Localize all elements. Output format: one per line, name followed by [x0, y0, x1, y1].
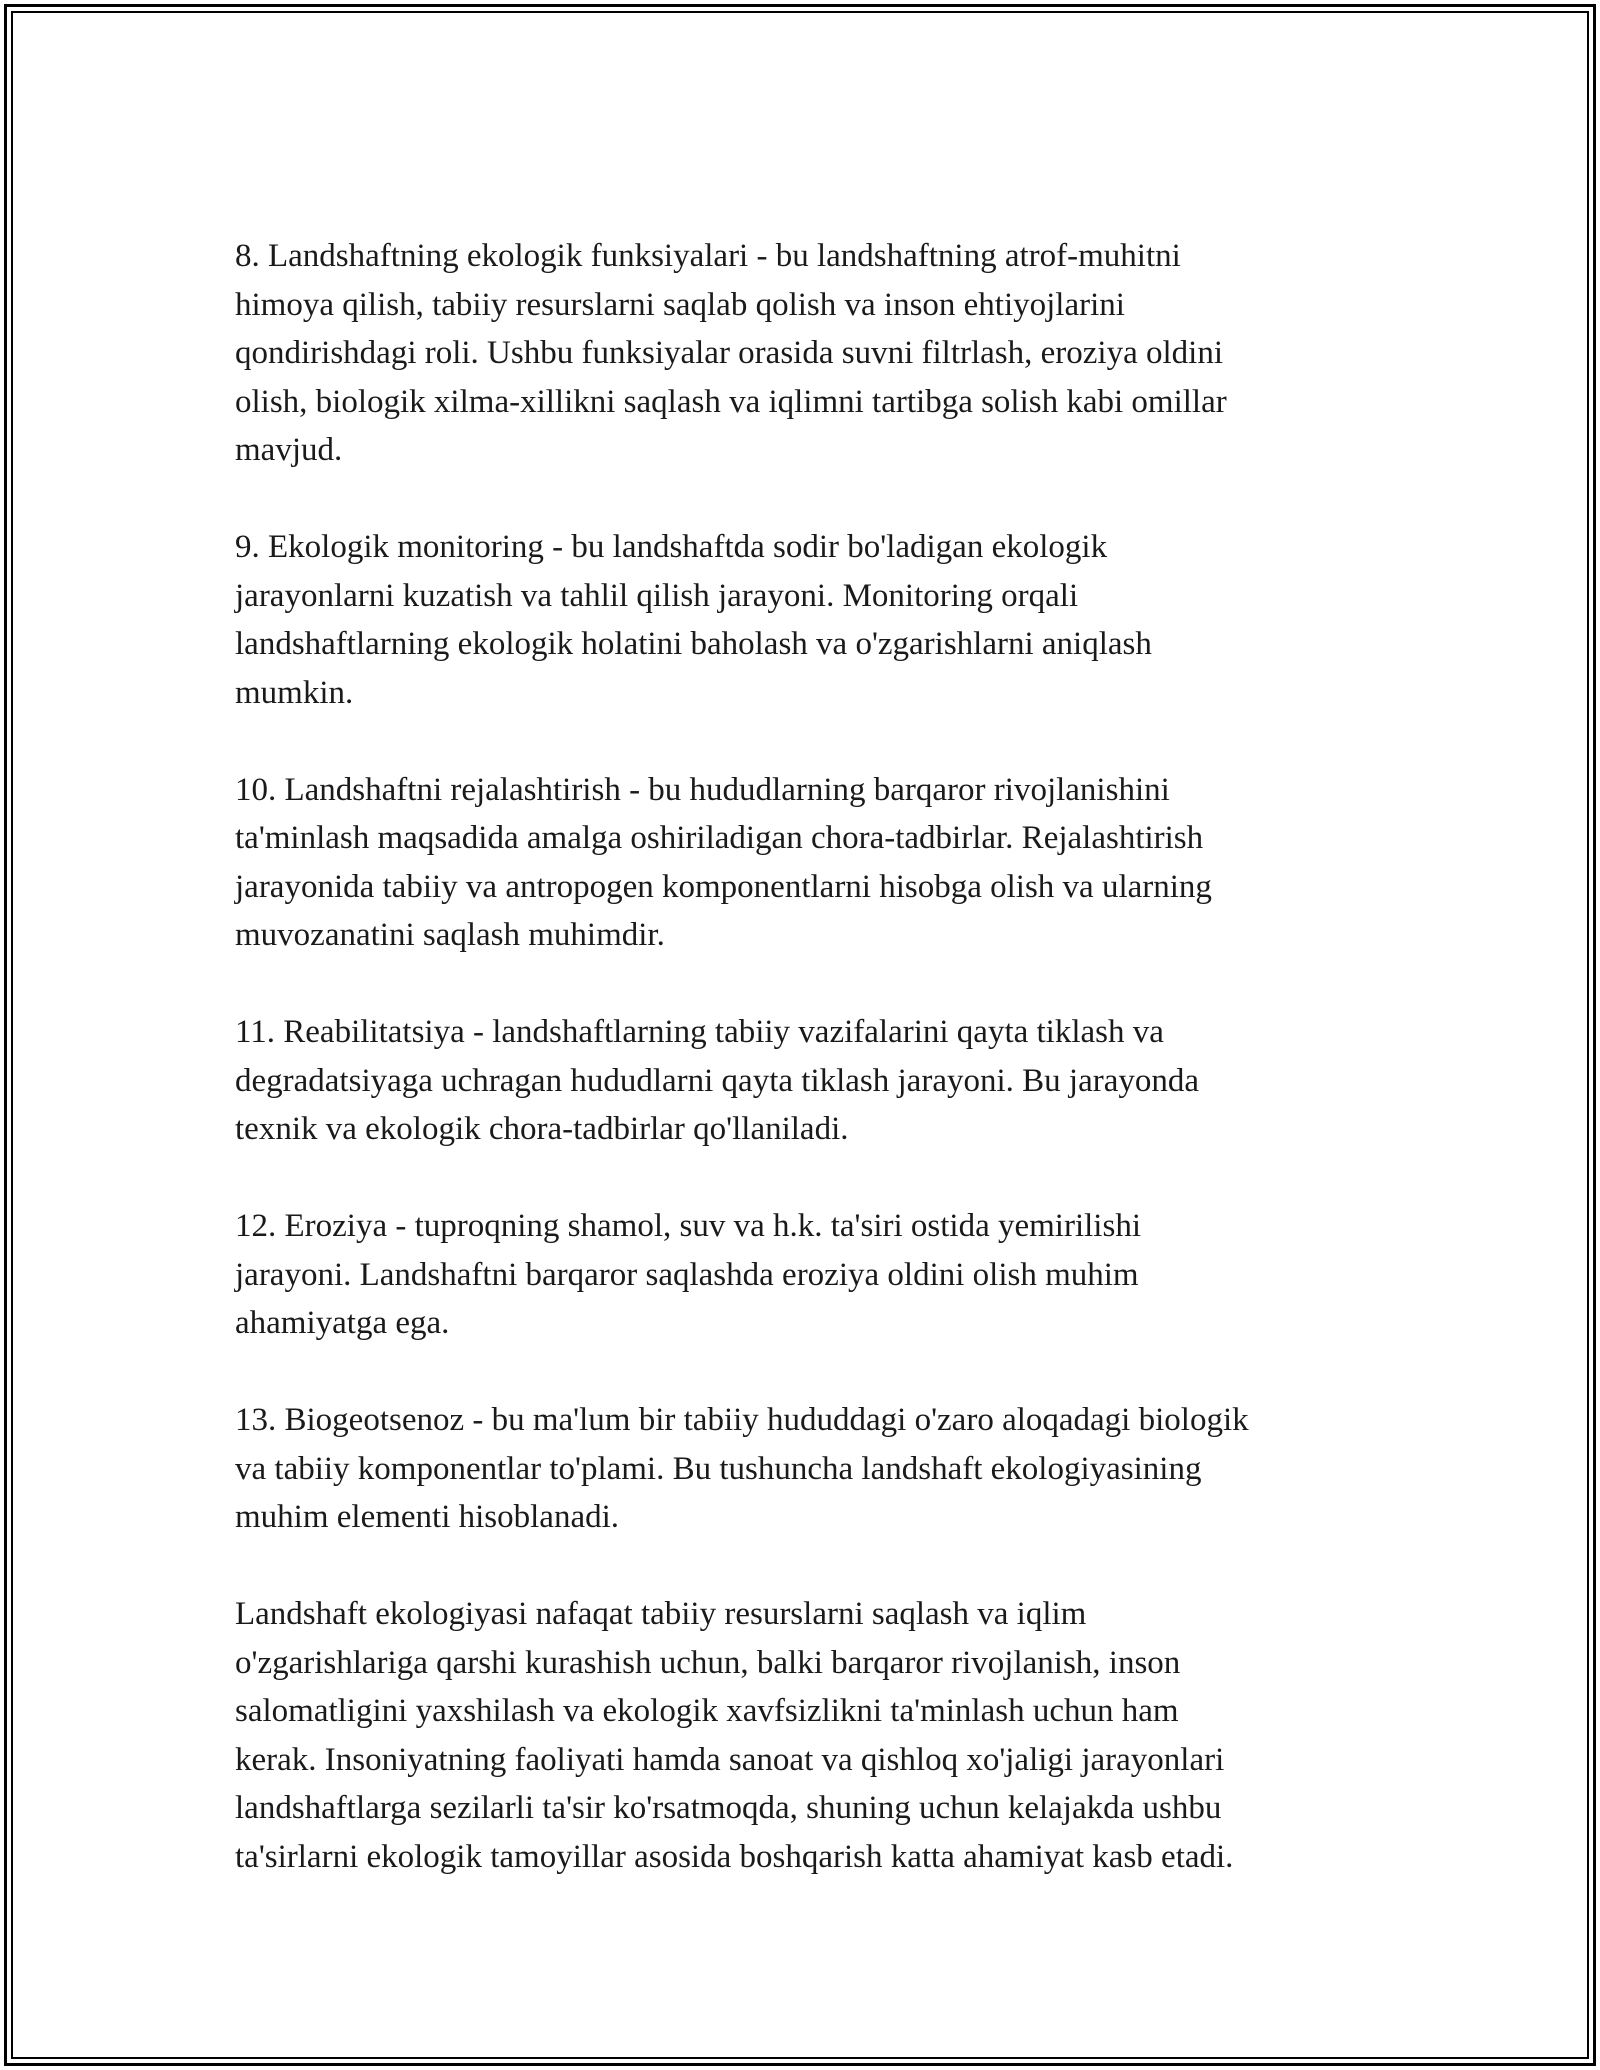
paragraph-erosion: 12. Eroziya - tuproqning shamol, suv va h.k. ta'siri ostida yemirilishi jarayoni. Landshaftni barqaror saqlashda eroziya oldini olish muhim ahamiyatga ega.	[235, 1208, 1141, 1341]
document-body	[235, 232, 1385, 1881]
paragraph-landscape-ecological-functions: 8. Landshaftning ekologik funksiyalari - bu landshaftning atrof-muhitni himoya qilish, tabiiy resurslarni saqlab qolish va inson ehtiyojlarini qondirishdagi roli. Ushbu funksiyalar orasida suvni filtrlash, eroziya oldini olish, biologik xilma-xillikni saqlash va iqlimni tartibga solish kabi omillar mavjud.	[235, 238, 1227, 468]
paragraph-ecological-monitoring: 9. Ekologik monitoring - bu landshaftda sodir bo'ladigan ekologik jarayonlarni kuzatish va tahlil qilish jarayoni. Monitoring orqali landshaftlarning ekologik holatini baholash va o'zgarishlarni aniqlash mumkin.	[235, 529, 1152, 711]
paragraph-biogeocenosis: 13. Biogeotsenoz - bu ma'lum bir tabiiy hududdagi o'zaro aloqadagi biologik va tabiiy komponentlar to'plami. Bu tushuncha landshaft ekologiyasining muhim elementi hisoblanadi.	[235, 1402, 1249, 1535]
paragraph-rehabilitation: 11. Reabilitatsiya - landshaftlarning tabiiy vazifalarini qayta tiklash va degradatsiyaga uchragan hududlarni qayta tiklash jarayoni. Bu jarayonda texnik va ekologik chora-tadbirlar qo'llaniladi.	[235, 1014, 1199, 1147]
paragraph-landscape-planning: 10. Landshaftni rejalashtirish - bu hududlarning barqaror rivojlanishini ta'minlash maqsadida amalga oshiriladigan chora-tadbirlar. Rejalashtirish jarayonida tabiiy va antropogen komponentlarni hisobga olish va ularning muvozanatini saqlash muhimdir.	[235, 771, 1212, 953]
paragraph-conclusion: Landshaft ekologiyasi nafaqat tabiiy resurslarni saqlash va iqlim o'zgarishlariga qarshi kurashish uchun, balki barqaror rivojlanish, inson salomatligini yaxshilash va ekologik xavfsizlikni ta'minlash uchun ham kerak. Insoniyatning faoliyati hamda sanoat va qishloq xo'jaligi jarayonlari landshaftlarga sezilarli ta'sir ko'rsatmoqda, shuning uchun kelajakda ushbu ta'sirlarni ekologik tamoyillar asosida boshqarish katta ahamiyat kasb etadi.	[235, 1596, 1234, 1875]
